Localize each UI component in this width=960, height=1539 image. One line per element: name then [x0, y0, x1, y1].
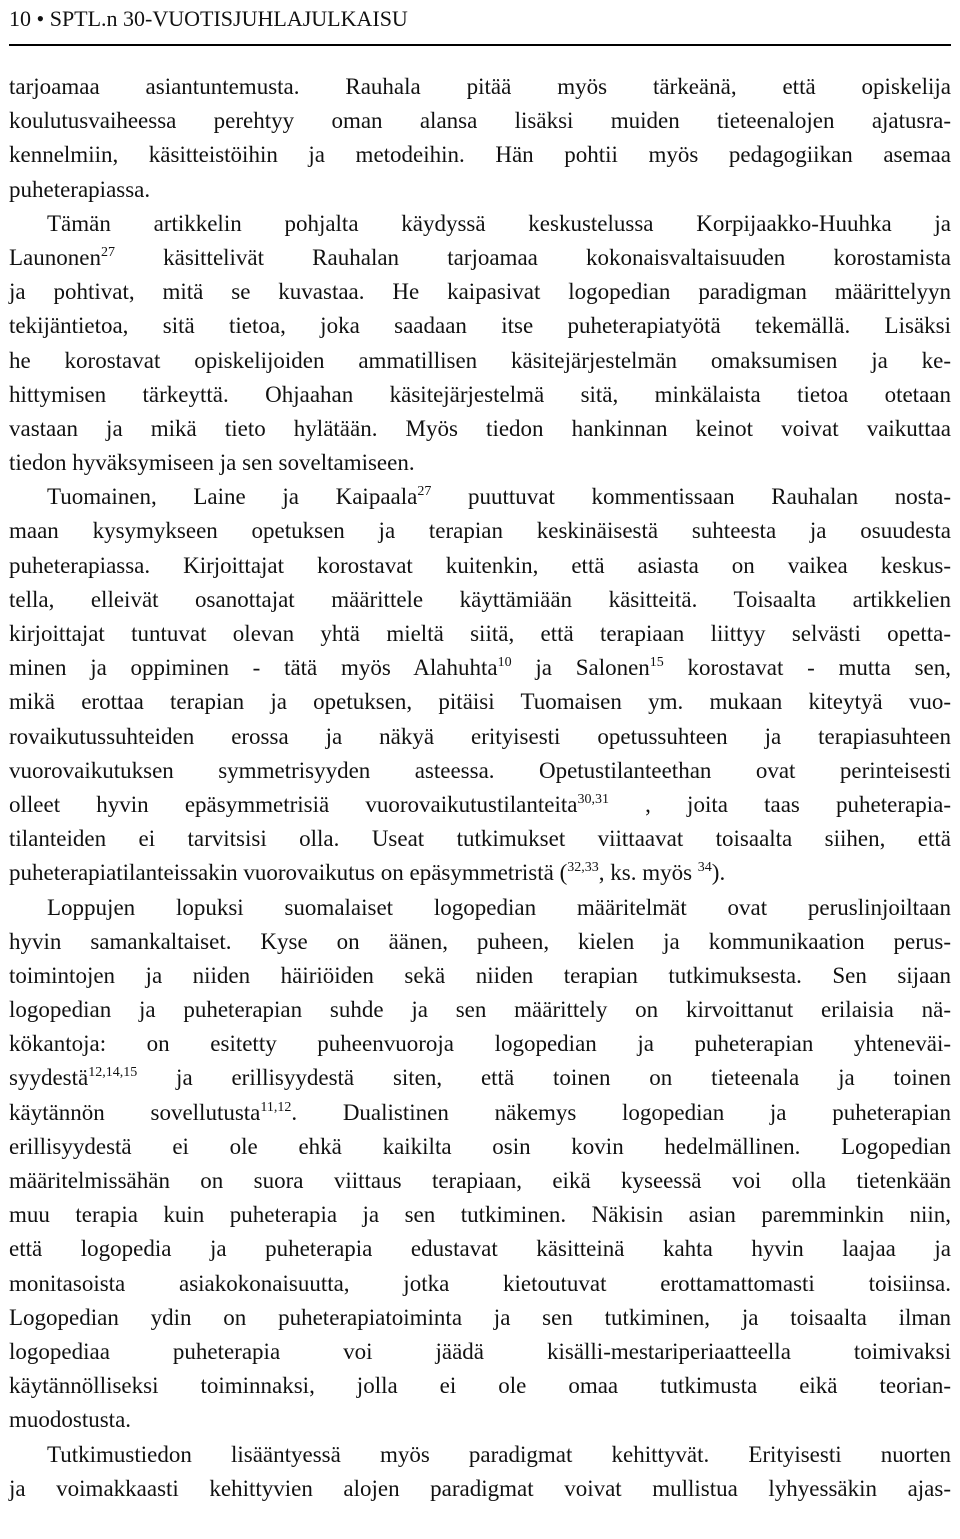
text-line	[9, 1335, 951, 1369]
text-segment: muodostusta.	[9, 1407, 132, 1433]
document-page	[9, 0, 951, 1501]
text-segment: tarjoamaa asiantuntemusta. Rauhala pitää myös tärkeänä, että opiskelija	[9, 74, 951, 99]
text-line	[9, 241, 951, 275]
text-line	[9, 138, 951, 172]
text-line	[9, 1403, 951, 1437]
text-line	[9, 412, 951, 446]
text-segment: toimintojen ja niiden häiriöiden sekä niiden terapian tutkimuksesta. Sen sijaan	[9, 962, 951, 988]
text-segment: Tutkimustiedon lisääntyessä myös paradigmat kehittyvät. Erityisesti nuorten	[47, 1441, 951, 1467]
text-line	[9, 1438, 951, 1472]
text-line	[9, 1164, 951, 1198]
text-line	[9, 378, 951, 412]
text-line	[9, 207, 951, 241]
body-text	[9, 70, 951, 1506]
text-segment: hyvin samankaltaiset. Kyse on äänen, puheen, kielen ja kommunikaation perus-	[9, 928, 951, 954]
text-segment: rovaikutussuhteiden erossa ja näkyä erityisesti opetussuhteen ja terapiasuhteen	[9, 723, 951, 749]
text-line	[9, 549, 951, 583]
text-line	[9, 480, 951, 514]
text-segment: tella, elleivät osanottajat määrittele käyttämiään käsitteitä. Toisaalta artikkelien	[9, 586, 951, 612]
text-line	[9, 1232, 951, 1266]
text-line	[9, 173, 951, 207]
citation-superscript: 32,33	[567, 860, 599, 876]
text-line	[9, 514, 951, 548]
text-line	[9, 1267, 951, 1301]
text-line	[9, 720, 951, 754]
text-segment: että logopedia ja puheterapia edustavat käsitteinä kahta hyvin laajaa ja	[9, 1236, 951, 1262]
text-segment: kennelmiin, käsitteistöihin ja metodeihin. Hän pohtii myös pedagogiikan asemaa	[9, 142, 951, 168]
text-line	[9, 309, 951, 343]
text-segment: logopediaa puheterapia voi jäädä kisälli-mestariperiaatteella toimivaksi	[9, 1338, 951, 1364]
text-segment: vuorovaikutuksen symmetrisyyden asteessa. Opetustilanteethan ovat perinteisesti	[9, 757, 951, 783]
text-segment: erillisyydestä ei ole ehkä kaikilta osin kovin hedelmällinen. Logopedian	[9, 1133, 951, 1159]
citation-superscript: 34	[697, 860, 712, 876]
text-segment: Tämän artikkelin pohjalta käydyssä keskustelussa Korpijaakko-Huuhka ja	[47, 210, 951, 236]
text-line	[9, 891, 951, 925]
text-line	[9, 959, 951, 993]
text-line	[9, 651, 951, 685]
text-segment: maan kysymykseen opetuksen ja terapian keskinäisestä suhteesta ja osuudesta	[9, 518, 951, 544]
text-line	[9, 685, 951, 719]
text-segment: tiedon hyväksymiseen ja sen soveltamiseen.	[9, 450, 415, 476]
text-line	[9, 1130, 951, 1164]
text-line	[9, 822, 951, 856]
text-segment: ja Salonen	[511, 655, 650, 681]
text-segment: koulutusvaiheessa perehtyy oman alansa lisäksi muiden tieteenalojen ajatusra-	[9, 108, 951, 134]
citation-superscript: 27	[100, 244, 115, 260]
text-segment: mikä erottaa terapian ja opetuksen, pitäisi Tuomaisen ym. mukaan kiteytyä vuo-	[9, 689, 951, 715]
text-line	[9, 925, 951, 959]
text-segment: määritelmissähän on suora viittaus terapiaan, eikä kyseessä voi olla tietenkään	[9, 1168, 951, 1193]
text-segment: Tuomainen, Laine ja Kaipaala	[47, 484, 418, 510]
text-line	[9, 1472, 951, 1506]
text-segment: he korostavat opiskelijoiden ammatillisen käsitejärjestelmän omaksumisen ja ke-	[9, 347, 951, 373]
text-segment: hittymisen tärkeyttä. Ohjaahan käsitejärjestelmä sitä, minkälaista tietoa otetaan	[9, 381, 951, 407]
text-segment: puuttuvat kommentissaan Rauhalan nosta-	[431, 484, 951, 510]
citation-superscript: 12,14,15	[88, 1065, 138, 1081]
text-segment: korostavat - mutta sen,	[663, 655, 951, 681]
text-segment: kirjoittajat tuntuvat olevan yhtä mieltä siitä, että terapiaan liittyy selvästi opetta-	[9, 621, 951, 646]
text-segment: , ks. myös	[598, 860, 698, 886]
text-segment: ja erillisyydestä siten, että toinen on tieteenala ja toinen	[137, 1065, 951, 1091]
text-line	[9, 617, 951, 651]
text-segment: muu terapia kuin puheterapia ja sen tutkiminen. Näkisin asian paremminkin niin,	[9, 1202, 951, 1228]
text-line	[9, 788, 951, 822]
text-line	[9, 1027, 951, 1061]
text-line	[9, 275, 951, 309]
text-segment: . Dualistinen näkemys logopedian ja puheterapian	[291, 1099, 951, 1125]
citation-superscript: 27	[417, 484, 432, 500]
citation-superscript: 11,12	[260, 1099, 292, 1115]
text-line	[9, 1369, 951, 1403]
text-segment: monitasoista asiakokonaisuutta, jotka kietoutuvat erottamattomasti toisiinsa.	[9, 1270, 951, 1296]
text-segment: minen ja oppiminen - tätä myös Alahuhta	[9, 655, 498, 681]
text-line	[9, 1096, 951, 1130]
citation-superscript: 10	[497, 655, 512, 671]
text-line	[9, 1061, 951, 1095]
text-segment: olleet hyvin epäsymmetrisiä vuorovaikutustilanteita	[9, 791, 578, 817]
text-segment: Logopedian ydin on puheterapiatoiminta ja sen tutkiminen, ja toisaalta ilman	[9, 1304, 951, 1330]
citation-superscript: 15	[649, 655, 664, 671]
text-line	[9, 446, 951, 480]
running-header: 10 • SPTL.n 30-VUOTISJUHLAJULKAISU	[9, 2, 951, 46]
text-line	[9, 583, 951, 617]
text-segment: puheterapiassa.	[9, 176, 151, 202]
text-segment: Launonen	[9, 244, 101, 270]
text-line	[9, 1198, 951, 1232]
text-line	[9, 344, 951, 378]
text-segment: ).	[711, 860, 726, 886]
text-segment: käsittelivät Rauhalan tarjoamaa kokonaisvaltaisuuden korostamista	[114, 244, 951, 270]
text-segment: tekijäntietoa, sitä tietoa, joka saadaan itse puheterapiatyötä tekemällä. Lisäksi	[9, 313, 951, 339]
text-line	[9, 856, 951, 890]
text-line	[9, 993, 951, 1027]
text-segment: kökantoja: on esitetty puheenvuoroja logopedian ja puheterapian yhteneväi-	[9, 1031, 951, 1057]
text-line	[9, 104, 951, 138]
citation-superscript: 30,31	[577, 791, 609, 807]
text-line	[9, 1301, 951, 1335]
text-segment: , joita taas puheterapia-	[608, 791, 951, 817]
text-segment: puheterapiassa. Kirjoittajat korostavat kuitenkin, että asiasta on vaikea keskus-	[9, 552, 951, 578]
text-line	[9, 70, 951, 104]
text-segment: tilanteiden ei tarvitsisi olla. Useat tutkimukset viittaavat toisaalta siihen, että	[9, 826, 951, 852]
text-segment: puheterapiatilanteissakin vuorovaikutus on epäsymmetristä (	[9, 860, 568, 886]
text-segment: ja voimakkaasti kehittyvien alojen paradigmat voivat mullistua lyhyessäkin ajas-	[9, 1475, 951, 1501]
text-line	[9, 754, 951, 788]
text-segment: syydestä	[9, 1065, 89, 1091]
text-segment: ja pohtivat, mitä se kuvastaa. He kaipasivat logopedian paradigman määrittelyyn	[9, 279, 951, 305]
text-segment: Loppujen lopuksi suomalaiset logopedian määritelmät ovat peruslinjoiltaan	[47, 894, 951, 920]
text-segment: käytännön sovellutusta	[9, 1099, 261, 1125]
text-segment: vastaan ja mikä tieto hylätään. Myös tiedon hankinnan keinot voivat vaikuttaa	[9, 415, 951, 441]
text-segment: käytännölliseksi toiminnaksi, jolla ei ole omaa tutkimusta eikä teorian-	[9, 1373, 951, 1399]
text-segment: logopedian ja puheterapian suhde ja sen määrittely on kirvoittanut erilaisia nä-	[9, 997, 951, 1023]
